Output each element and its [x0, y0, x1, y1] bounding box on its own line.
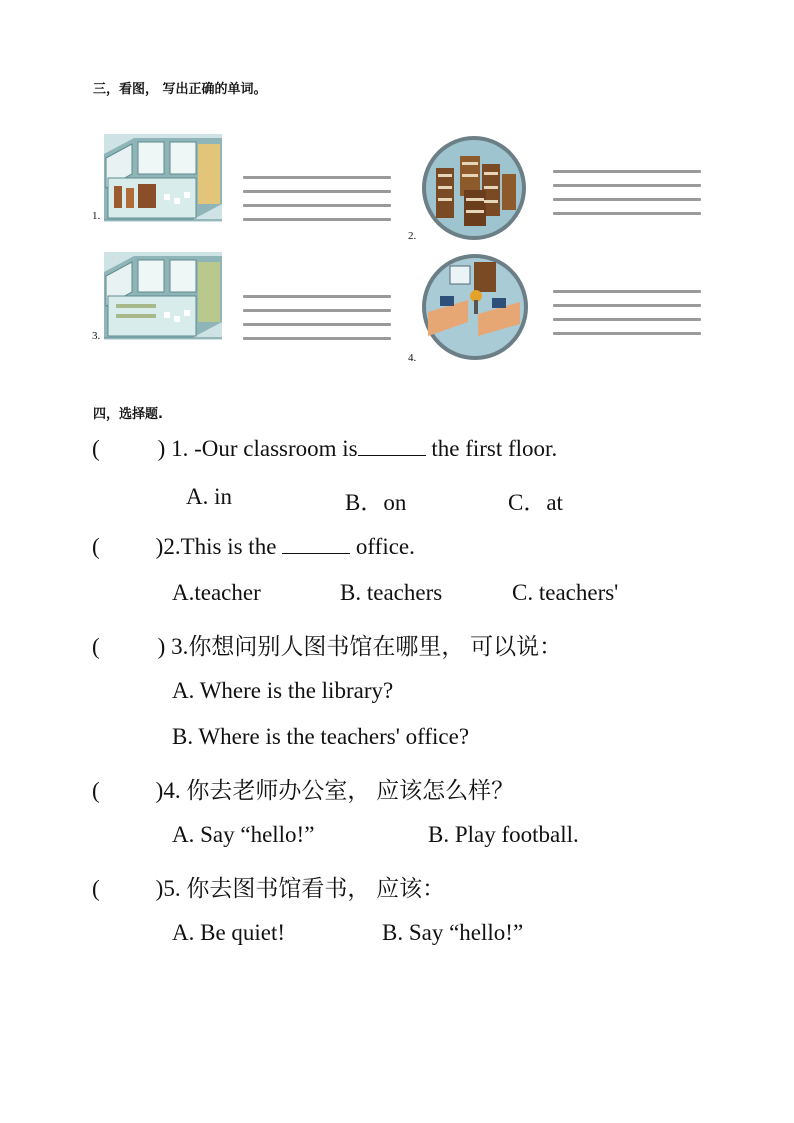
fill-blank-2[interactable] — [282, 553, 350, 554]
item-number-3: 3. — [92, 330, 101, 342]
question-1 — [92, 436, 557, 462]
q3-option-a[interactable]: A. Where is the library? — [172, 678, 394, 703]
section-3-title: 三，看图， 写出正确的单词。 — [93, 82, 267, 97]
q1-option-a[interactable]: A. in — [186, 484, 232, 509]
q4-option-a[interactable]: A. Say “hello!” — [172, 822, 315, 847]
question-3-text: ) 3.你想问别人图书馆在哪里， 可以说： — [157, 634, 563, 659]
q5-option-b[interactable]: B. Say “hello!” — [382, 920, 524, 945]
q2-option-b[interactable]: B. teachers — [340, 580, 443, 605]
q4-option-b[interactable]: B. Play football. — [428, 822, 579, 847]
item-number-4: 4. — [408, 352, 417, 364]
answer-lines-4[interactable] — [553, 290, 701, 346]
library-shelves-image — [420, 134, 528, 247]
q2-option-c[interactable]: C. teachers' — [512, 580, 619, 605]
item-number-2: 2. — [408, 230, 417, 242]
q1-option-b[interactable]: B．on — [345, 490, 407, 515]
section-4-title: 四，选择题. — [93, 407, 163, 422]
question-2-rest: office. — [350, 534, 415, 559]
building-image-3 — [104, 252, 222, 345]
answer-lines-1[interactable] — [243, 176, 391, 232]
answer-paren-3[interactable]: ( — [92, 634, 100, 659]
question-1-text: ) 1. -Our classroom is — [157, 436, 358, 461]
answer-lines-3[interactable] — [243, 295, 391, 351]
answer-paren-2[interactable]: ( — [92, 534, 100, 559]
q3-option-b[interactable]: B. Where is the teachers' office? — [172, 724, 470, 749]
question-5-text: )5. 你去图书馆看书， 应该： — [155, 876, 446, 901]
answer-paren-4[interactable]: ( — [92, 778, 100, 803]
question-5 — [92, 870, 445, 903]
question-2 — [92, 534, 415, 560]
question-4-text: )4. 你去老师办公室， 应该怎么样？ — [155, 778, 515, 803]
item-number-1: 1. — [92, 210, 101, 222]
office-image — [420, 252, 530, 367]
question-2-text: )2.This is the — [155, 534, 283, 559]
fill-blank-1[interactable] — [358, 455, 426, 456]
answer-paren-1[interactable]: ( — [92, 436, 100, 461]
question-3 — [92, 628, 562, 661]
answer-paren-5[interactable]: ( — [92, 876, 100, 901]
q1-option-c[interactable]: C．at — [508, 490, 563, 515]
answer-lines-2[interactable] — [553, 170, 701, 226]
question-4 — [92, 772, 514, 805]
q5-option-a[interactable]: A. Be quiet! — [172, 920, 286, 945]
question-1-rest: the first floor. — [425, 436, 558, 461]
building-image-1 — [104, 134, 222, 227]
q2-option-a[interactable]: A.teacher — [172, 580, 261, 605]
